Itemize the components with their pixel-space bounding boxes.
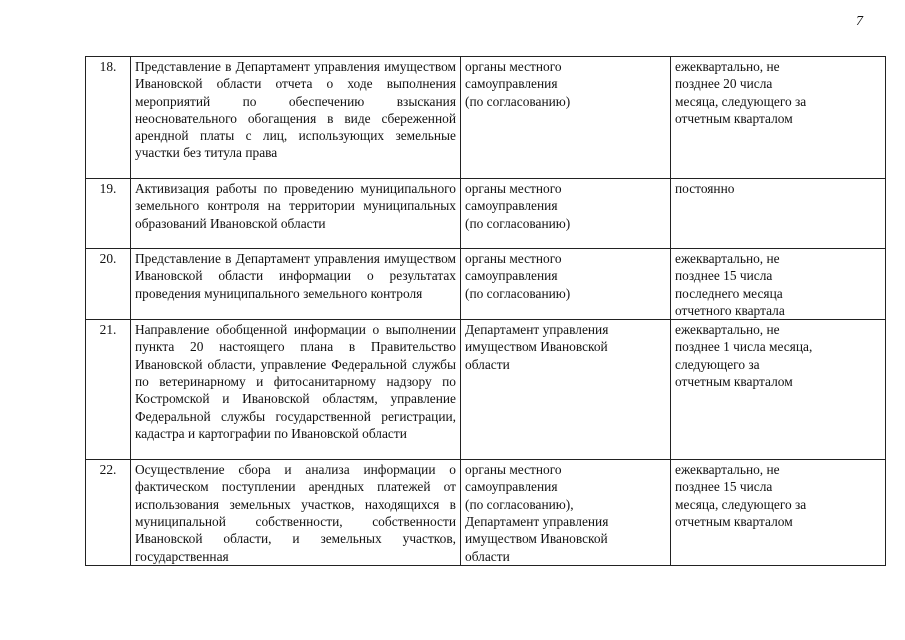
row-term: ежеквартально, не позднее 20 числа месяца, следующего за отчетным кварталом: [671, 57, 886, 179]
row-responsible: органы местного самоуправления (по согласованию): [461, 57, 671, 179]
table-row: [86, 57, 886, 179]
action-plan-table: [85, 56, 886, 566]
row-term: ежеквартально, не позднее 15 числа месяца, следующего за отчетным кварталом: [671, 460, 886, 566]
table-row: [86, 320, 886, 460]
row-term: ежеквартально, не позднее 15 числа последнего месяца отчетного квартала: [671, 249, 886, 320]
row-description: Осуществление сбора и анализа информации о фактическом поступлении арендных платежей от использования земельных участков, находящихся в муниципальной собственности, собственности Ивановской области, и земельных участков, государственная: [131, 460, 461, 566]
row-number: 18.: [86, 57, 131, 179]
row-responsible: органы местного самоуправления (по согласованию): [461, 179, 671, 249]
row-description: Направление обобщенной информации о выполнении пункта 20 настоящего плана в Правительство Ивановской области, управление Федеральной службы по ветеринарному и фитосанитарному надзору по Костромской и Ивановской областям, управление Федеральной службы государственной регистрации, кадастра и картографии по Ивановской области: [131, 320, 461, 460]
row-responsible: органы местного самоуправления (по согласованию), Департамент управления имуществом Ивановской области: [461, 460, 671, 566]
row-description: Активизация работы по проведению муниципального земельного контроля на территории муниципальных образований Ивановской области: [131, 179, 461, 249]
row-number: 21.: [86, 320, 131, 460]
row-number: 20.: [86, 249, 131, 320]
row-number: 19.: [86, 179, 131, 249]
page-number: 7: [856, 14, 863, 29]
row-term: ежеквартально, не позднее 1 числа месяца, следующего за отчетным кварталом: [671, 320, 886, 460]
table-row: [86, 460, 886, 566]
row-responsible: Департамент управления имуществом Ивановской области: [461, 320, 671, 460]
table-row: [86, 179, 886, 249]
row-description: Представление в Департамент управления имуществом Ивановской области информации о результатах проведения муниципального земельного контроля: [131, 249, 461, 320]
row-term: постоянно: [671, 179, 886, 249]
row-number: 22.: [86, 460, 131, 566]
row-responsible: органы местного самоуправления (по согласованию): [461, 249, 671, 320]
table-row: [86, 249, 886, 320]
row-description: Представление в Департамент управления имуществом Ивановской области отчета о ходе выполнения мероприятий по обеспечению взыскания неосновательного обогащения в виде сбереженной арендной платы с лиц, использующих земельные участки без титула права: [131, 57, 461, 179]
